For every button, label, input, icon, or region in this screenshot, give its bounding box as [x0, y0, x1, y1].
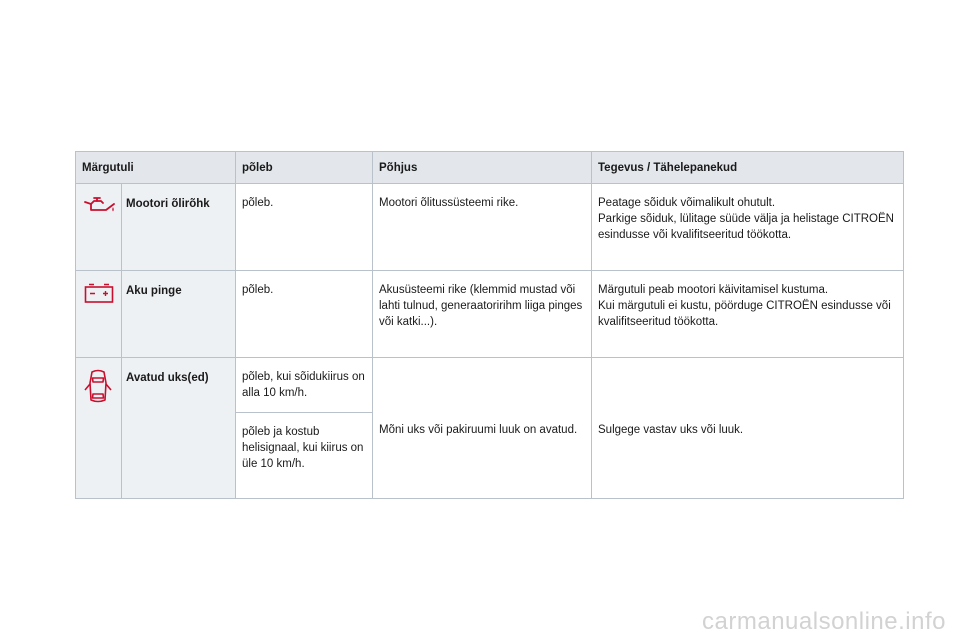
- table-row: [76, 184, 904, 271]
- row-state: põleb, kui sõidukiirus on alla 10 km/h.: [236, 358, 373, 413]
- row-cause: Akusüsteemi rike (klemmid mustad või lahti tulnud, generaatoririhm liiga pinges või katki...).: [373, 271, 592, 358]
- row-name: Aku pinge: [122, 271, 236, 358]
- header-action: Tegevus / Tähelepanekud: [592, 152, 904, 184]
- table-header-row: [76, 152, 904, 184]
- warning-lights-table: [75, 151, 904, 499]
- row-cause: Mootori õlitussüsteemi rike.: [373, 184, 592, 271]
- row-name: Avatud uks(ed): [122, 358, 236, 499]
- open-door-icon: [84, 369, 112, 405]
- oil-pressure-icon: [84, 195, 116, 215]
- watermark: carmanualsonline.info: [702, 608, 946, 635]
- row-cause: Mõni uks või pakiruumi luuk on avatud.: [373, 358, 592, 499]
- header-cause: Põhjus: [373, 152, 592, 184]
- row-action-line: Peatage sõiduk võimalikult ohutult.: [598, 197, 776, 209]
- row-state: põleb ja kostub helisignaal, kui kiirus on üle 10 km/h.: [236, 413, 373, 499]
- battery-icon: [84, 282, 114, 304]
- row-action-line: Parkige sõiduk, lülitage süüde välja ja helistage CITROËN esindusse või kvalifitseeritud töökotta.: [598, 213, 894, 241]
- table-row: [76, 271, 904, 358]
- row-action-line: Märgutuli peab mootori käivitamisel kustuma.: [598, 284, 829, 296]
- header-indicator: Märgutuli: [76, 152, 236, 184]
- row-name: Mootori õlirõhk: [122, 184, 236, 271]
- row-state: põleb.: [236, 184, 373, 271]
- header-state: põleb: [236, 152, 373, 184]
- row-action: Sulgege vastav uks või luuk.: [592, 358, 904, 499]
- row-state: põleb.: [236, 271, 373, 358]
- table-row: [76, 358, 904, 413]
- row-action-line: Kui märgutuli ei kustu, pöörduge CITROËN esindusse või kvalifitseeritud töökotta.: [598, 300, 891, 328]
